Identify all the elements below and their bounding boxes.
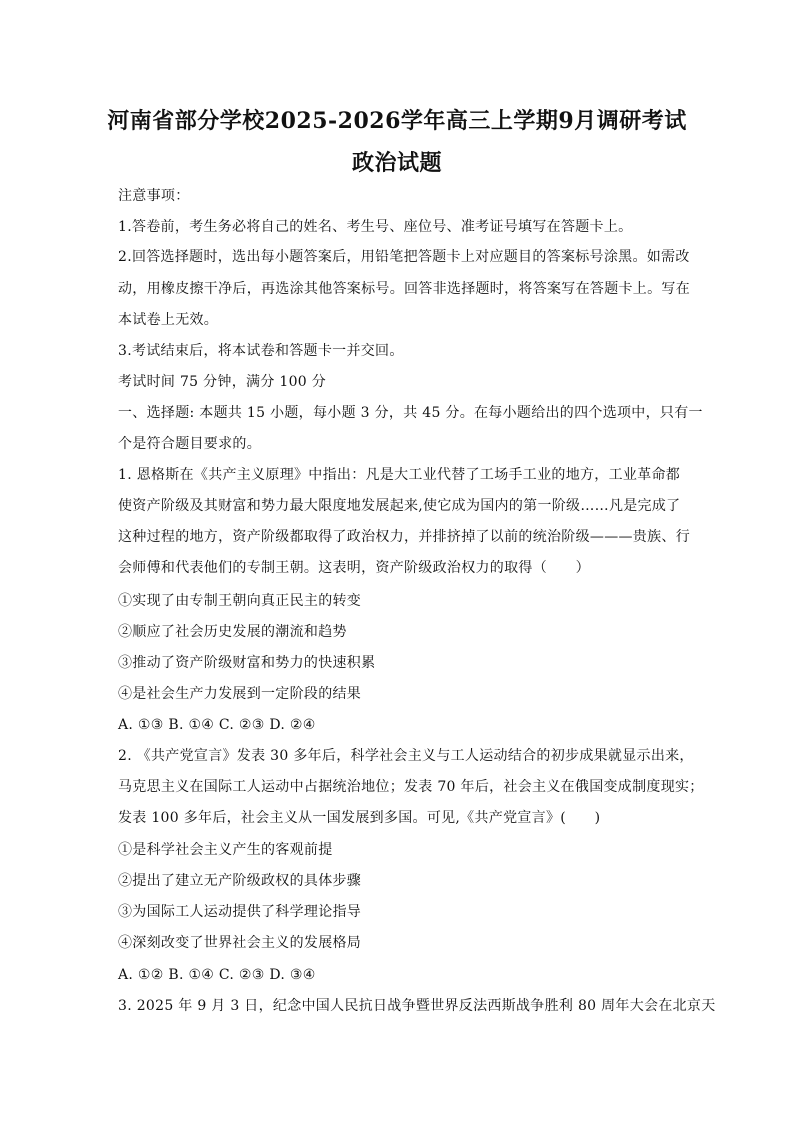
question-1-stem-line: 1. 恩格斯在《共产主义原理》中指出：凡是大工业代替了工场手工业的地方，工业革命都 [118,467,681,483]
question-1-option: ②顺应了社会历史发展的潮流和趋势 [118,624,347,640]
question-2-stem-line: 马克思主义在国际工人运动中占据统治地位；发表 70 年后，社会主义在俄国变成制度现实； [118,779,704,795]
question-1-stem-line: 这种过程的地方，资产阶级都取得了政治权力，并排挤掉了以前的统治阶级———贵族、行 [118,529,690,545]
question-1-stem-line: 会师傅和代表他们的专制王朝。这表明，资产阶级政治权力的取得（ ） [118,560,590,576]
notice-item-1: 1.答卷前，考生务必将自己的姓名、考生号、座位号、准考证号填写在答题卡上。 [118,219,633,235]
question-2-option: ①是科学社会主义产生的客观前提 [118,842,333,858]
question-2-option: ②提出了建立无产阶级政权的具体步骤 [118,873,362,889]
section-heading-line: 一、选择题: 本题共 15 小题，每小题 3 分，共 45 分。在每小题给出的四个选项中，只有一 [118,405,703,421]
notice-item-2-line: 本试卷上无效。 [118,312,219,328]
section-heading-line: 个是符合题目要求的。 [118,436,261,452]
exam-title: 河南省部分学校2025-2026学年高三上学期9月调研考试 [107,108,687,134]
question-2-stem-line: 2. 《共产党宣言》发表 30 多年后，科学社会主义与工人运动结合的初步成果就显示出来， [118,748,694,764]
question-1-choices: A. ①③ B. ①④ C. ②③ D. ②④ [118,717,316,733]
notice-heading: 注意事项： [118,188,190,204]
question-2-option: ④深刻改变了世界社会主义的发展格局 [118,935,362,951]
question-1-stem-line: 使资产阶级及其财富和势力最大限度地发展起来,使它成为国内的第一阶级……凡是完成了 [118,498,681,514]
exam-subtitle: 政治试题 [351,150,442,176]
question-1-option: ④是社会生产力发展到一定阶段的结果 [118,686,362,702]
question-1-option: ③推动了资产阶级财富和势力的快速积累 [118,655,376,671]
notice-item-2-line: 2.回答选择题时，选出每小题答案后，用铅笔把答题卡上对应题目的答案标号涂黑。如需改 [118,249,690,265]
exam-time: 考试时间 75 分钟，满分 100 分 [118,374,327,390]
notice-item-2-line: 动，用橡皮擦干净后，再选涂其他答案标号。回答非选择题时，将答案写在答题卡上。写在 [118,281,690,297]
question-2-choices: A. ①② B. ①④ C. ②③ D. ③④ [118,967,316,983]
question-1-option: ①实现了由专制王朝向真正民主的转变 [118,593,362,609]
question-3-stem-line: 3. 2025 年 9 月 3 日，纪念中国人民抗日战争暨世界反法西斯战争胜利 80 周年大会在北京天 [118,998,716,1014]
notice-item-3: 3.考试结束后，将本试卷和答题卡一并交回。 [118,343,404,359]
question-2-stem-line: 发表 100 多年后，社会主义从一国发展到多国。可见,《共产党宣言》( ) [118,810,601,826]
question-2-option: ③为国际工人运动提供了科学理论指导 [118,904,362,920]
